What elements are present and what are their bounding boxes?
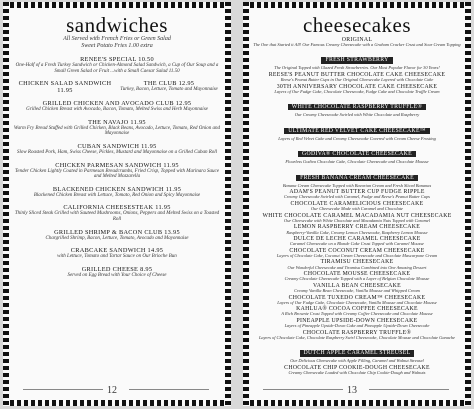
cheesecake-item xyxy=(253,248,461,259)
bottom-stripe-border xyxy=(3,400,231,406)
cheesecake-item xyxy=(253,330,461,341)
page-number: 12 xyxy=(107,385,117,396)
cheesecake-item xyxy=(253,295,461,306)
cheesecake-item xyxy=(253,119,461,142)
cheesecake-description: Our Cheesecake with White Chocolate and Macadamia Nuts Topped with Caramel xyxy=(284,217,430,223)
cheesecake-name: LEMON RASPBERRY CREAM CHEESECAKE xyxy=(293,224,421,231)
cheesecake-item xyxy=(253,306,461,317)
menu-item-name: GRILLED CHEESE 8.95 xyxy=(81,265,153,273)
menu-item-description: Chargrilled Shrimp, Bacon, Lettuce, Tomato, Avocado and Mayonnaise xyxy=(45,235,189,241)
cheesecake-name: VANILLA BEAN CHEESECAKE xyxy=(313,282,401,289)
cheesecake-name: CHOCOLATE COCONUT CREAM CHEESECAKE xyxy=(289,247,425,254)
cheesecake-description: Raspberry-Vanilla Cake, Creamy Lemon Cheesecake, Raspberry Lemon Mousse xyxy=(286,229,428,235)
cheesecake-item xyxy=(253,259,461,270)
menu-item xyxy=(13,56,221,74)
menu-item-description: Slow Roasted Pork, Ham, Swiss Cheese, Pickles, Mustard and Mayonnaise on a Grilled Cuban Roll xyxy=(16,149,218,155)
cheesecake-item xyxy=(253,189,461,200)
menu-item-name: RENEE'S SPECIAL 10.50 xyxy=(80,56,154,63)
page-number-rule xyxy=(263,389,343,390)
menu-item-name: CUBAN SANDWICH 11.95 xyxy=(77,142,157,150)
cheesecake-item xyxy=(253,318,461,329)
bottom-stripe-border xyxy=(243,400,471,406)
menu-item-description: Grilled Chicken Breast with Avocado, Bacon, Tomato, Melted Swiss and Herb Mayonnaise xyxy=(26,107,208,113)
menu-item xyxy=(13,100,221,113)
cheesecake-item xyxy=(253,37,461,48)
cheesecake-description: Creamy Cheesecake Loaded with Chocolate Chip Cookie-Dough and Walnuts xyxy=(288,370,426,376)
cheesecake-name: CHOCOLATE MOUSSE CHEESECAKE xyxy=(303,271,411,278)
menu-item-description: Blackened Chicken Breast with Lettuce, Tomato, Red Onion and Spicy Mayonnaise xyxy=(33,192,201,198)
top-stripe-border xyxy=(3,2,231,8)
cheesecake-description: Caramel Cheesecake on a Blonde Cake Crust Topped with Caramel Mousse xyxy=(290,241,424,247)
menu-item-description: Served on Egg Bread with Your Choice of Cheese xyxy=(67,272,167,278)
menu-item-name: THE NAVAJO 11.95 xyxy=(88,118,146,126)
cheesecake-name: FRESH BANANA CREAM CHEESECAKE xyxy=(296,175,418,181)
menu-item-name: CRABCAKE SANDWICH 14.95 xyxy=(70,247,164,255)
cheesecake-description: Layers of Red Velvet Cake and Creamy Cheesecake Covered with Cream Cheese Frosting xyxy=(278,135,436,141)
cheesecake-name: FRESH STRAWBERRY xyxy=(321,57,392,63)
menu-item-description: Thinly Sliced Steak Grilled with Sauteed Mushrooms, Onions, Peppers and Melted Swiss on a Toasted Roll xyxy=(14,211,220,222)
cheesecake-item xyxy=(253,341,461,364)
cheesecake-name: 30TH ANNIVERSARY CHOCOLATE CAKE CHEESECAKE xyxy=(276,83,438,90)
menu-item xyxy=(13,186,221,199)
cheesecake-name: ULTIMATE RED VELVET CAKE CHEESECAKE™ xyxy=(284,128,430,134)
menu-item-name: GRILLED SHRIMP & BACON CLUB 13.95 xyxy=(54,228,180,236)
cheesecake-name: GODIVA® CHOCOLATE CHEESECAKE xyxy=(298,151,416,157)
cheesecake-item xyxy=(253,271,461,282)
cheesecake-item xyxy=(253,224,461,235)
menu-item-name: CALIFORNIA CHEESESTEAK 11.95 xyxy=(63,204,171,212)
page-number-rule xyxy=(369,389,449,390)
cheesecake-description: Our Creamy Cheesecake Swirled with White Chocolate and Raspberry xyxy=(294,112,420,118)
cheesecake-name: WHITE CHOCOLATE RASPBERRY TRUFFLE® xyxy=(288,104,426,110)
right-menu-page xyxy=(243,2,471,406)
cheesecake-item xyxy=(253,201,461,212)
cheesecake-item xyxy=(253,84,461,95)
menu-item xyxy=(13,229,221,242)
inner-stripe-border xyxy=(243,2,249,406)
outer-stripe-border xyxy=(465,2,471,406)
cheesecake-description: Creamy Vanilla Bean Cheesecake, Vanilla Mousse and Whipped Cream xyxy=(294,288,420,294)
cheesecake-description: Creamy Cheesecake Swirled with Caramel, Fudge and Reese's Peanut Butter Cups xyxy=(283,194,430,200)
menu-item xyxy=(13,204,221,222)
cheesecake-name: CHOCOLATE TUXEDO CREAM™ CHEESECAKE xyxy=(288,294,426,301)
section-subtitle-extra: Sweet Potato Fries 1.00 extra xyxy=(81,43,153,49)
cheesecake-item xyxy=(253,72,461,83)
cheesecake-name: CHOCOLATE CHIP COOKIE-DOUGH CHEESECAKE xyxy=(284,364,430,371)
cheesecake-name: DULCE DE LECHE CARAMEL CHEESECAKE xyxy=(293,236,421,243)
menu-item-description: Tender Chicken Lightly Coated in Parmesan Breadcrumbs, Fried Crisp, Topped with Marinara Sauce and Melted Mozzarella xyxy=(15,168,219,180)
section-title: cheesecakes xyxy=(302,13,412,37)
cheesecake-description: Flourless Godiva Chocolate Cake, Chocolate Cheesecake and Chocolate Mousse xyxy=(285,159,429,165)
menu-item-row xyxy=(13,74,221,94)
menu-item-description: Warm Fry Bread Stuffed with Grilled Chicken, Black Beans, Avocado, Lettuce, Tomato, Red Onion and Mayonnaise xyxy=(13,125,221,137)
top-stripe-border xyxy=(243,2,471,8)
page-number-rule xyxy=(23,389,103,390)
menu-item xyxy=(13,247,221,260)
cheesecake-name: REESE'S PEANUT BUTTER CHOCOLATE CAKE CHEESECAKE xyxy=(268,71,446,78)
menu-item-name: THE CLUB 12.95 xyxy=(143,80,195,88)
menu-item xyxy=(13,119,221,137)
menu-item xyxy=(13,143,221,156)
cheesecake-description: A Rich Brownie Crust Topped with Creamy Coffee Cheesecake and Chocolate Mousse xyxy=(281,311,433,317)
cheesecake-item xyxy=(253,236,461,247)
cheesecake-description: Layers of Chocolate Cake, Chocolate Raspberry Swirl Cheesecake, Chocolate Mousse and Chocolate Ganache xyxy=(258,334,456,340)
cheesecake-description: Layers of Our Fudge Cake, Chocolate Cheesecake, Fudge Cake and Chocolate Truffle Cream xyxy=(274,88,440,94)
cheesecake-name: ADAM'S PEANUT BUTTER CUP FUDGE RIPPLE xyxy=(289,189,425,196)
cheesecake-item xyxy=(253,365,461,376)
menu-item-description: Turkey, Bacon, Lettuce, Tomato and Mayonnaise xyxy=(120,87,218,93)
cheesecake-item xyxy=(253,95,461,118)
menu-item xyxy=(119,80,219,94)
cheesecake-description: Our Cheesecake Made with Caramel and Chocolate xyxy=(311,206,403,212)
cheesecake-name: CHOCOLATE RASPBERRY TRUFFLE® xyxy=(302,329,412,336)
menu-item-description: with Lettuce, Tomato and Tartar Sauce on Our Brioche Bun xyxy=(57,254,177,260)
cheesecake-description: Our Wonderful Cheesecake and Tiramisu Combined into One Amazing Dessert xyxy=(287,264,427,270)
left-menu-page xyxy=(3,2,231,406)
cheesecake-name: CHOCOLATE CARAMELICIOUS CHEESECAKE xyxy=(290,200,424,207)
menu-item-name: GRILLED CHICKEN AND AVOCADO CLUB 12.95 xyxy=(42,100,192,108)
cheesecake-item xyxy=(253,166,461,189)
cheesecake-name: DUTCH APPLE CARAMEL STREUSEL xyxy=(300,350,415,356)
page-number: 13 xyxy=(347,385,357,396)
sandwich-list xyxy=(13,56,221,278)
menu-item-name: CHICKEN SALAD SANDWICH 11.95 xyxy=(18,80,112,95)
cheesecake-description: Creamy Chocolate Cheesecake Topped with a Layer of Belgian Chocolate Mousse xyxy=(284,276,430,282)
cheesecake-name: KAHLUA® COCOA COFFEE CHEESECAKE xyxy=(296,306,418,313)
cheesecake-description: Layers of Our Fudge Cake, Chocolate Cheesecake, Vanilla Mousse and Chocolate Mousse xyxy=(277,299,437,305)
menu-item xyxy=(13,266,221,279)
menu-item-description: One-Half of a Fresh Turkey Sandwich or Chicken-Almond Salad Sandwich, a Cup of Our Soup and a Small Green Salad or Fruit ...with a Small Caesar Salad 11.50 xyxy=(15,63,219,74)
cheesecake-name: ORIGINAL xyxy=(341,36,373,43)
cheesecake-item xyxy=(253,283,461,294)
cheesecake-description: The Original Topped with Glazed Fresh Strawberries. Our Most Popular Flavor for 30 Years! xyxy=(274,65,440,71)
cheesecake-name: TIRAMISU CHEESECAKE xyxy=(320,259,394,266)
menu-item xyxy=(15,80,115,94)
cheesecake-description: Reese's Peanut Butter Cups in Our Original Cheesecake Layered with Chocolate Cake xyxy=(280,77,434,82)
menu-item-name: BLACKENED CHICKEN SANDWICH 11.95 xyxy=(52,185,182,193)
cheesecake-item xyxy=(253,213,461,224)
cheesecake-name: PINEAPPLE UPSIDE-DOWN CHEESECAKE xyxy=(296,317,418,324)
sandwiches-content xyxy=(13,10,221,396)
cheesecake-name: WHITE CHOCOLATE CARAMEL MACADAMIA NUT CHEESECAKE xyxy=(262,212,452,219)
cheesecake-description: Layers of Pineapple Upside-Down Cake and Pineapple Upside-Down Cheesecake xyxy=(284,323,430,329)
menu-item xyxy=(13,162,221,180)
section-subtitle: All Served with French Fries or Green Salad xyxy=(63,36,171,42)
cheesecake-list xyxy=(253,37,461,376)
inner-stripe-border xyxy=(225,2,231,406)
cheesecake-item xyxy=(253,142,461,165)
cheesecake-description: Banana Cream Cheesecake Topped with Bavarian Cream and Fresh Sliced Bananas xyxy=(282,182,432,188)
cheesecakes-content xyxy=(253,10,461,396)
cheesecake-description: The One that Started it All! Our Famous Creamy Cheesecake with a Graham Cracker Crust and Sour Cream Topping xyxy=(253,41,461,47)
page-number-rule xyxy=(129,389,209,390)
section-title: sandwiches xyxy=(66,13,168,37)
cheesecake-description: Our Delicious Cheesecake with Apple Filling, Caramel and Walnut Streusel xyxy=(290,358,424,364)
cheesecake-item xyxy=(253,48,461,71)
cheesecake-description: Layers of Chocolate Cake, Coconut Cream Cheesecake and Chocolate Mascarpone Cream xyxy=(276,252,438,258)
menu-item-name: CHICKEN PARMESAN SANDWICH 11.95 xyxy=(55,161,179,169)
outer-stripe-border xyxy=(3,2,9,406)
